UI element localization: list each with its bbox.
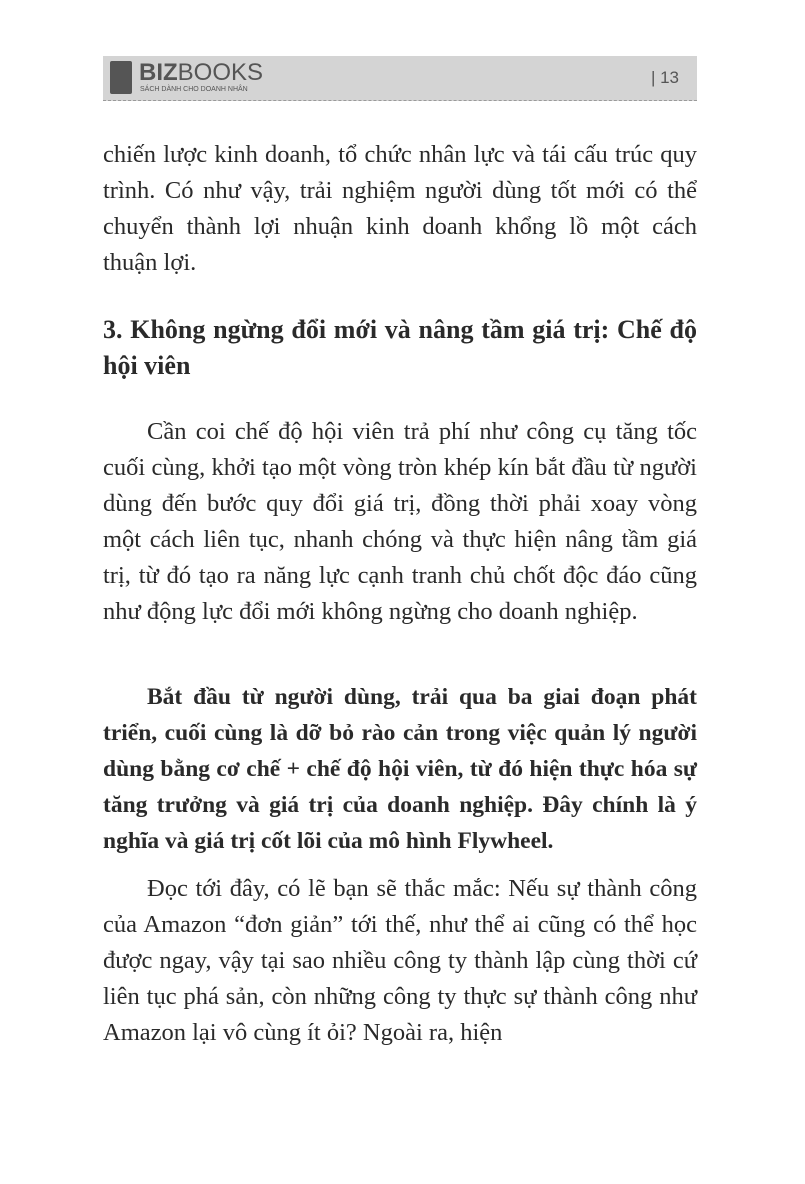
bizbooks-logo-icon <box>110 61 132 94</box>
section-heading: 3. Không ngừng đổi mới và nâng tầm giá trị: Chế độ hội viên <box>103 315 697 380</box>
paragraph-2: Cần coi chế độ hội viên trả phí như công cụ tăng tốc cuối cùng, khởi tạo một vòng tròn khép kín bắt đầu từ người dùng đến bước quy đổi giá trị, đồng thời phải xoay vòng một cách liên tục, nhanh chóng và thực hiện nâng tầm giá trị, từ đó tạo ra năng lực cạnh tranh chủ chốt độc đáo cũng như động lực đổi mới không ngừng cho doanh nghiệp. <box>103 418 697 625</box>
brand-logo: BIZBOOKS <box>139 59 264 86</box>
paragraph-1: chiến lược kinh doanh, tổ chức nhân lực và tái cấu trúc quy trình. Có như vậy, trải nghiệm người dùng tốt mới có thể chuyển thành lợi nhuận kinh doanh khổng lồ một cách thuận lợi. <box>103 141 697 276</box>
brand-tagline: SÁCH DÀNH CHO DOANH NHÂN <box>140 86 248 93</box>
paragraph-4: Đọc tới đây, có lẽ bạn sẽ thắc mắc: Nếu sự thành công của Amazon “đơn giản” tới thế, như thể ai cũng có thể học được ngay, vậy tại sao nhiều công ty thành lập cùng thời cứ liên tục phá sản, còn những công ty thực sự thành công như Amazon lại vô cùng ít ỏi? Ngoài ra, hiện <box>103 875 697 1046</box>
page-number: | 13 <box>650 68 679 87</box>
paragraph-bold: Bắt đầu từ người dùng, trải qua ba giai đoạn phát triển, cuối cùng là dỡ bỏ rào cản trong việc quản lý người dùng bằng cơ chế + chế độ hội viên, từ đó hiện thực hóa sự tăng trưởng và giá trị của doanh nghiệp. Đây chính là ý nghĩa và giá trị cốt lõi của mô hình Flywheel. <box>103 684 697 854</box>
page-header <box>103 56 697 101</box>
